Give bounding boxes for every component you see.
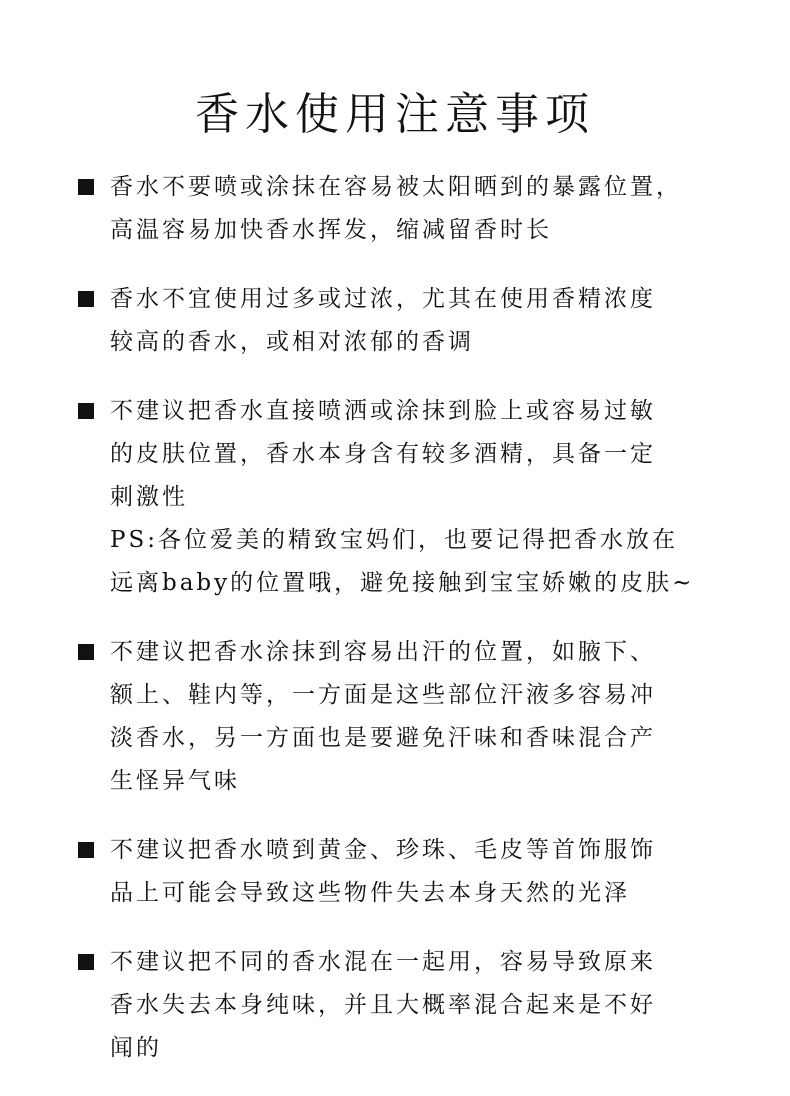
notice-line: 淡香水，另一方面也是要避免汗味和香味混合产 — [110, 725, 656, 751]
notice-line: 闻的 — [110, 1035, 162, 1061]
notice-line: 较高的香水，或相对浓郁的香调 — [110, 329, 474, 355]
square-bullet-icon — [78, 179, 94, 195]
notice-item — [0, 278, 710, 364]
notice-item — [0, 829, 710, 915]
notice-line: 香水失去本身纯味，并且大概率混合起来是不好 — [110, 992, 656, 1018]
notice-line: 香水不宜使用过多或过浓，尤其在使用香精浓度 — [110, 286, 656, 312]
square-bullet-icon — [78, 291, 94, 307]
notice-line: 的皮肤位置，香水本身含有较多酒精，具备一定 — [110, 441, 656, 467]
notice-line: 生怪异气味 — [110, 768, 240, 794]
notice-item — [0, 166, 710, 252]
square-bullet-icon — [78, 954, 94, 970]
notice-line: 品上可能会导致这些物件失去本身天然的光泽 — [110, 880, 630, 906]
notice-line: 不建议把香水喷到黄金、珍珠、毛皮等首饰服饰 — [110, 837, 656, 863]
square-bullet-icon — [78, 403, 94, 419]
notice-line: 不建议把不同的香水混在一起用，容易导致原来 — [110, 949, 656, 975]
notice-item — [0, 941, 710, 1070]
notice-list — [0, 166, 790, 1096]
notice-line: 刺激性 — [110, 484, 188, 510]
notice-item — [0, 631, 710, 803]
notice-line: 额上、鞋内等，一方面是这些部位汗液多容易冲 — [110, 682, 656, 708]
notice-item — [0, 390, 710, 605]
square-bullet-icon — [78, 842, 94, 858]
notice-line: 高温容易加快香水挥发，缩减留香时长 — [110, 217, 552, 243]
ps-note-line: 远离baby的位置哦，避免接触到宝宝娇嫩的皮肤~ — [110, 570, 695, 596]
square-bullet-icon — [78, 644, 94, 660]
notice-line: 不建议把香水涂抹到容易出汗的位置，如腋下、 — [110, 639, 656, 665]
notice-line: 不建议把香水直接喷洒或涂抹到脸上或容易过敏 — [110, 398, 656, 424]
page-title: 香水使用注意事项 — [195, 89, 595, 141]
notice-line: 香水不要喷或涂抹在容易被太阳晒到的暴露位置， — [110, 174, 682, 200]
ps-note-line: PS:各位爱美的精致宝妈们，也要记得把香水放在 — [110, 527, 678, 553]
